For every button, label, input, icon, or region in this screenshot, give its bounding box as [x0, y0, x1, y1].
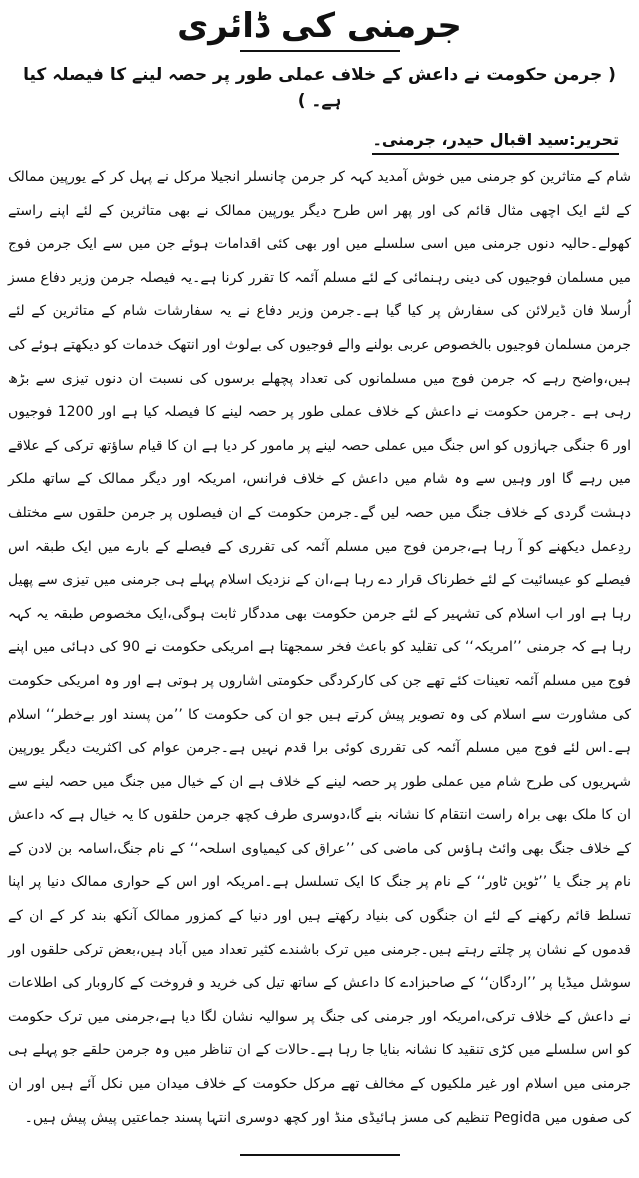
article-body: شام کے متاثرین کو جرمنی میں خوش آمدید کہہ کر جرمن چانسلر انجیلا مرکل نے پہل کر کے یورپین ممالک کے لئے ایک اچھی مثال قائم کی اور پھر اس طرح دیگر یورپین ممالک نے بھی متاثرین کے لئے اپنے راستے کھولے۔حالیہ دنوں جرمنی میں اسی سلسلے میں اور بھی کئی اقدامات ہوئے جن میں سے ایک جرمن فوج میں مسلمان فوجیوں کی دینی رہنمائی کے لئے مسلم آئمہ کا تقرر کرنا ہے۔یہ فیصلہ جرمن وزیر دفاع مسز اُرسلا فان ڈیرلائن کی سفارش پر کیا گیا ہے۔جرمن وزیر دفاع نے یہ سفارشات شام کے متاثرین کے لئے جرمن مسلمان فوجیوں بالخصوص عربی بولنے والے فوجیوں کی بےلوث اور انتھک خدمات کو دیکھتے ہوئے کی ہیں،واضح رہے کہ جرمن فوج میں مسلمانوں کی تعداد پچھلے برسوں کی نسبت ان دنوں تیزی سے بڑھ رہی ہے ۔جرمن حکومت نے داعش کے خلاف عملی طور پر حصہ لینے کا فیصلہ کیا ہے اور 1200 فوجیوں اور 6 جنگی جہازوں کو اس جنگ میں عملی حصہ لینے پر مامور کر دیا ہے ان کا قیام ساؤتھ ترکی کے علاقے میں رہے گا اور وہیں سے وہ شام میں داعش کے خلاف فرانس، امریکہ اور دیگر ممالک کے ساتھ ملکر دہشت گردی کے خلاف جنگ میں حصہ لیں گے۔جرمن حکومت کے ان فیصلوں پر جرمن حلقوں سے مختلف ردِعمل دیکھنے کو آ رہا ہے،جرمن فوج میں مسلم آئمہ کی تقرری کے فیصلے کے بارے میں ایک طبقہ اس فیصلے کو عیسائیت کے لئے خطرناک قرار دے رہا ہے،ان کے نزدیک اسلام پہلے ہی جرمنی میں تیزی سے پھیل رہا ہے اور اب اسلام کی تشہیر کے لئے جرمن حکومت بھی مددگار ثابت ہوگی،ایک مخصوص طبقہ یہ کہہ رہا ہے کہ جرمنی ’’امریکہ‘‘ کی تقلید کو باعث فخر سمجھتا ہے امریکی حکومت نے 90 کی دہائی میں اپنے فوج میں مسلم آئمہ تعینات کئے تھے جن کی کارکردگی حکومتی اشاروں پر ہوتی ہے اور وہ امریکی حکومت کی مشاورت سے اسلام کی وہ تصویر پیش کرتے ہیں جو ان کی حکومت کا ’’من پسند اور بےخطر‘‘ اسلام ہے۔اس لئے فوج میں مسلم آئمہ کی تقرری کوئی برا قدم نہیں ہے۔جرمن عوام کی اکثریت دیگر یورپین شہریوں کی طرح شام میں عملی طور پر حصہ لینے کے خلاف ہے ان کے خیال میں جنگ میں حصہ لینے سے ان کا ملک بھی براہ راست انتقام کا نشانہ بنے گا،دوسری طرف کچھ جرمن حلقوں کا یہ خیال ہے کہ داعش کے خلاف جنگ بھی وائٹ ہاؤس کی ماضی کی ’’عراق کی کیمیاوی اسلحہ‘‘ کے نام جنگ،اسامہ بن لادن کے نام پر جنگ یا ’’ٹوین ٹاور‘‘ کے نام پر جنگ کا ایک تسلسل ہے۔امریکہ اور اس کے حواری ممالک دنیا پر اپنا تسلط قائم رکھنے کے لئے ان جنگوں کی بنیاد رکھتے ہیں اور دنیا کے کمزور ممالک آنکھ بند کر کے ان کے قدموں کے نشان پر چلتے رہتے ہیں۔جرمنی میں ترک باشندے کثیر تعداد میں آباد ہیں،بعض ترکی حلقوں اور سوشل میڈیا پر ’’اردگان‘‘ کے صاحبزادے کا داعش کے ساتھ تیل کی خرید و فروخت کے کاروبار کی اطلاعات نے داعش کے خلاف ترکی،امریکہ اور جرمنی کی جنگ پر سوالیہ نشان لگا دیا ہے،جرمنی میں ترک حکومت کو اس سلسلے میں کڑی تنقید کا نشانہ بنایا جا رہا ہے۔حالات کے ان تناظر میں وہ جرمن حلقے جو پہلے ہی جرمنی میں اسلام اور غیر ملکیوں کے مخالف تھے مرکل حکومت کے خلاف میدان میں نکل آئے ہیں اور ان کی صفوں میں Pegida تنظیم کی مسز ہائیڈی منڈ اور کچھ دوسری انتہا پسند جماعتیں پیش پیش ہیں۔	[8, 169, 632, 1126]
article-subtitle: ( جرمن حکومت نے داعش کے خلاف عملی طور پر حصہ لینے کا فیصلہ کیا ہے۔ )	[23, 65, 616, 111]
article-title: جرمنی کی ڈائری	[177, 6, 462, 46]
byline-row	[6, 128, 633, 161]
end-divider	[240, 1154, 400, 1156]
article-byline: تحریر:سید اقبال حیدر، جرمنی۔	[372, 128, 619, 155]
title-underline	[240, 50, 400, 52]
